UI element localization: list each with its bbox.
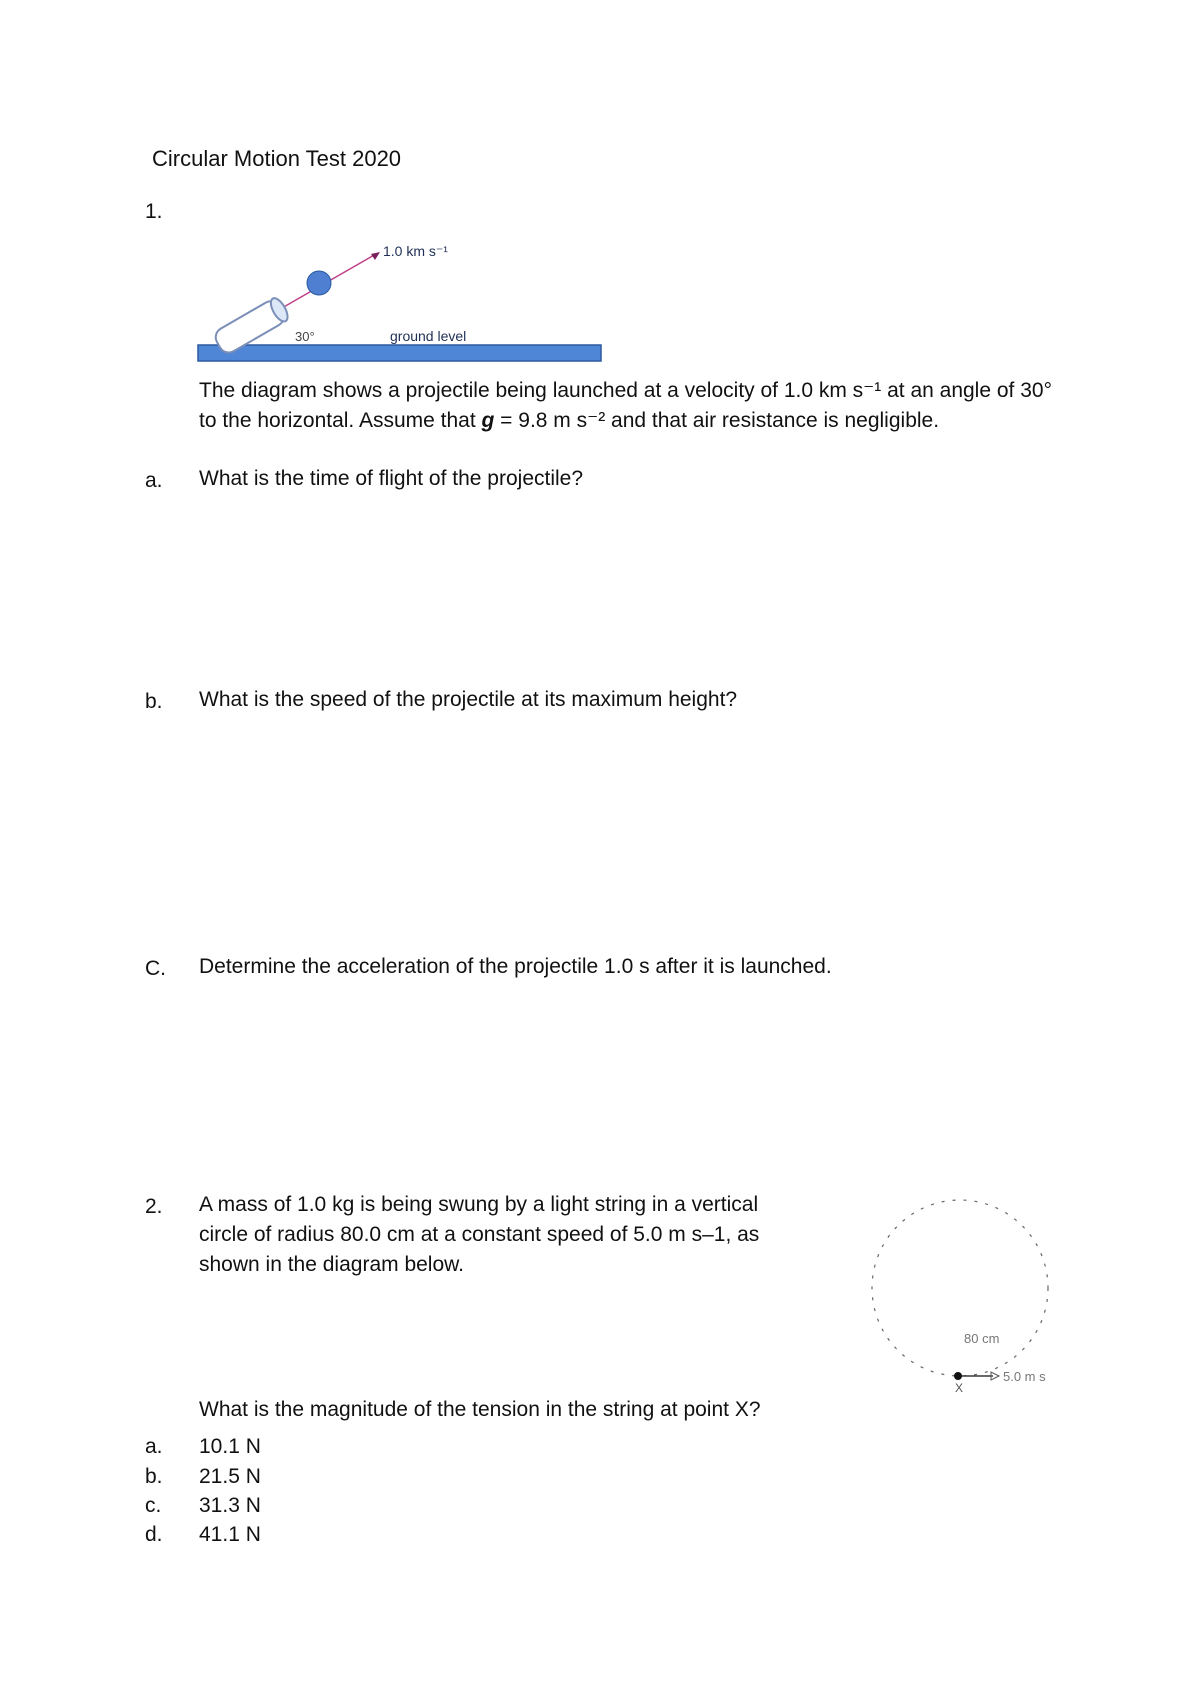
speed-label: 5.0 m s — [1003, 1369, 1046, 1384]
vertical-circle-diagram — [860, 1195, 1080, 1410]
intro-text-part: to the horizontal. Assume that — [199, 409, 482, 432]
ground-label: ground level — [390, 328, 467, 344]
option-d-value: 41.1 N — [199, 1523, 261, 1546]
question-1-intro — [199, 376, 1052, 436]
angle-label: 30° — [295, 329, 315, 344]
projectile-ball — [307, 271, 331, 295]
part-c-question: Determine the acceleration of the projectile 1.0 s after it is launched. — [199, 955, 832, 978]
part-b-label: b. — [145, 690, 163, 713]
velocity-label: 1.0 km s⁻¹ — [383, 243, 448, 259]
radius-label: 80 cm — [964, 1331, 1000, 1346]
question-1-number: 1. — [145, 200, 163, 223]
projectile-launch-diagram — [195, 235, 615, 365]
option-d-label: d. — [145, 1523, 163, 1546]
intro-text-part: = 9.8 m s⁻² and that air resistance is negligible. — [494, 409, 940, 432]
part-a-label: a. — [145, 469, 163, 492]
ground-bar — [198, 345, 601, 361]
question-2-line-1: A mass of 1.0 kg is being swung by a light string in a vertical — [199, 1193, 759, 1216]
part-b-question: What is the speed of the projectile at its maximum height? — [199, 688, 738, 711]
document-title: Circular Motion Test 2020 — [152, 146, 402, 171]
mass-point — [954, 1372, 962, 1380]
question-1-intro-line-2 — [199, 406, 1052, 436]
option-c-label: c. — [145, 1494, 162, 1517]
option-c-value: 31.3 N — [199, 1494, 261, 1517]
part-c-label: C. — [145, 957, 166, 980]
question-1-intro-line-1: The diagram shows a projectile being launched at a velocity of 1.0 km s⁻¹ at an angle of 30° — [199, 379, 1052, 402]
option-a-label: a. — [145, 1435, 163, 1458]
point-x-label: X — [955, 1381, 964, 1395]
option-a-value: 10.1 N — [199, 1435, 261, 1458]
velocity-arrowhead — [371, 252, 380, 260]
question-2-number: 2. — [145, 1195, 163, 1218]
circle-path — [872, 1200, 1048, 1376]
question-2-prompt: What is the magnitude of the tension in the string at point X? — [199, 1398, 761, 1421]
question-2-line-2: circle of radius 80.0 cm at a constant speed of 5.0 m s–1, as — [199, 1223, 760, 1246]
option-b-value: 21.5 N — [199, 1465, 261, 1488]
question-2-line-3: shown in the diagram below. — [199, 1253, 464, 1276]
gravity-symbol: g — [481, 409, 495, 432]
option-b-label: b. — [145, 1465, 163, 1488]
question-2-stem — [199, 1190, 759, 1280]
part-a-question: What is the time of flight of the projectile? — [199, 467, 584, 490]
